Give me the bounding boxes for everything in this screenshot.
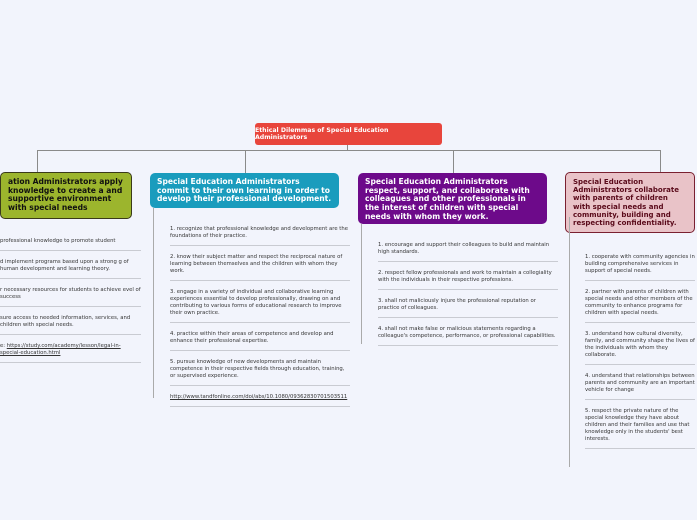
connector — [453, 150, 454, 173]
topic-collaborate-parents[interactable] — [565, 172, 695, 233]
topic-label: Special Education Administrators collaborate with parents of children with special needs and community, building and respecting confidentiality. — [573, 178, 679, 228]
reference-link[interactable]: https://study.com/academy/lesson/legal-in-special-education.html — [0, 343, 121, 356]
reference-link[interactable]: http://www.tandfonline.com/doi/abs/10.1080/09362830701503511 — [170, 394, 348, 400]
connector — [37, 150, 661, 151]
list-item[interactable] — [0, 309, 141, 335]
list-item[interactable] — [0, 232, 141, 251]
subtopics-apply-knowledge — [0, 232, 141, 365]
list-item[interactable] — [170, 353, 350, 386]
subtopics-respect-colleagues — [378, 236, 558, 348]
item-text: professional knowledge to promote student — [0, 238, 116, 244]
subtopics-collaborate-parents — [585, 248, 695, 451]
topic-label: Special Education Administrators commit to their own learning in order to develop their professional development. — [157, 177, 332, 204]
connector — [245, 150, 246, 173]
root-topic[interactable] — [255, 123, 442, 145]
item-text: 4. practice within their areas of competence and develop and enhance their professional expertise. — [170, 331, 334, 344]
connector — [660, 150, 661, 172]
item-text: 1. cooperate with community agencies in building comprehensive services in support of special needs. — [585, 254, 695, 274]
list-item[interactable] — [585, 402, 695, 449]
item-text: 3. shall not maliciously injure the professional reputation or practice of colleagues. — [378, 298, 536, 311]
topic-label: Special Education Administrators respect, support, and collaborate with colleagues and other professionals in the interest of children with special needs with whom they work. — [365, 177, 530, 221]
list-item[interactable] — [0, 253, 141, 279]
connector — [361, 224, 362, 344]
item-text: 2. know their subject matter and respect the reciprocal nature of learning between themselves and the children with whom they work. — [170, 254, 343, 274]
list-item[interactable] — [378, 236, 558, 262]
item-text: r necessary resources for students to achieve evel of success — [0, 287, 141, 300]
list-item[interactable] — [0, 281, 141, 307]
list-item[interactable] — [585, 248, 695, 281]
item-text: 1. recognize that professional knowledge and development are the foundations of their practice. — [170, 226, 348, 239]
item-text: 3. understand how cultural diversity, family, and community shape the lives of the individuals with whom they collaborate. — [585, 331, 695, 358]
list-item[interactable] — [0, 337, 141, 363]
list-item[interactable] — [585, 325, 695, 365]
item-text: d implement programs based upon a strong g of human development and learning theory. — [0, 259, 129, 272]
topic-apply-knowledge[interactable] — [0, 172, 132, 219]
item-text: 4. shall not make false or malicious statements regarding a colleague's competence, performance, or professional capabilities. — [378, 326, 556, 339]
topic-commit-learning[interactable] — [150, 173, 339, 208]
list-item[interactable] — [170, 220, 350, 246]
item-text: 1. encourage and support their colleagues to build and maintain high standards. — [378, 242, 550, 255]
item-text: 2. respect fellow professionals and work to maintain a collegiality with the individuals in their respective professions. — [378, 270, 552, 283]
list-item[interactable] — [378, 264, 558, 290]
list-item[interactable] — [170, 388, 350, 407]
connector — [569, 217, 570, 467]
connector — [153, 208, 154, 398]
item-text: 3. engage in a variety of individual and collaborative learning experiences essential to develop professionally, drawing on and contributing to various forms of educational research to improve their own practice. — [170, 289, 342, 316]
subtopics-commit-learning — [170, 220, 350, 409]
topic-respect-colleagues[interactable] — [358, 173, 547, 224]
item-text: 2. partner with parents of children with special needs and other members of the community to enhance programs for children with special needs. — [585, 289, 693, 316]
list-item[interactable] — [170, 325, 350, 351]
root-topic-label: Ethical Dilemmas of Special Education Administrators — [255, 127, 389, 141]
list-item[interactable] — [378, 320, 558, 346]
list-item[interactable] — [585, 283, 695, 323]
item-text: 4. understand that relationships between parents and community are an important vehicle for change — [585, 373, 695, 393]
list-item[interactable] — [378, 292, 558, 318]
list-item[interactable] — [585, 367, 695, 400]
list-item[interactable] — [170, 283, 350, 323]
connector — [37, 150, 38, 172]
item-text: 5. respect the private nature of the special knowledge they have about children and their families and use that knowledge only in the students' best interests. — [585, 408, 690, 442]
item-text: e: — [0, 343, 7, 349]
item-text: 5. pursue knowledge of new developments and maintain competence in their respective fields through education, training, or supervised experience. — [170, 359, 345, 379]
list-item[interactable] — [170, 248, 350, 281]
item-text: sure access to needed information, services, and children with special needs. — [0, 315, 131, 328]
topic-label: ation Administrators apply knowledge to create a and supportive environment with special needs — [8, 177, 123, 213]
